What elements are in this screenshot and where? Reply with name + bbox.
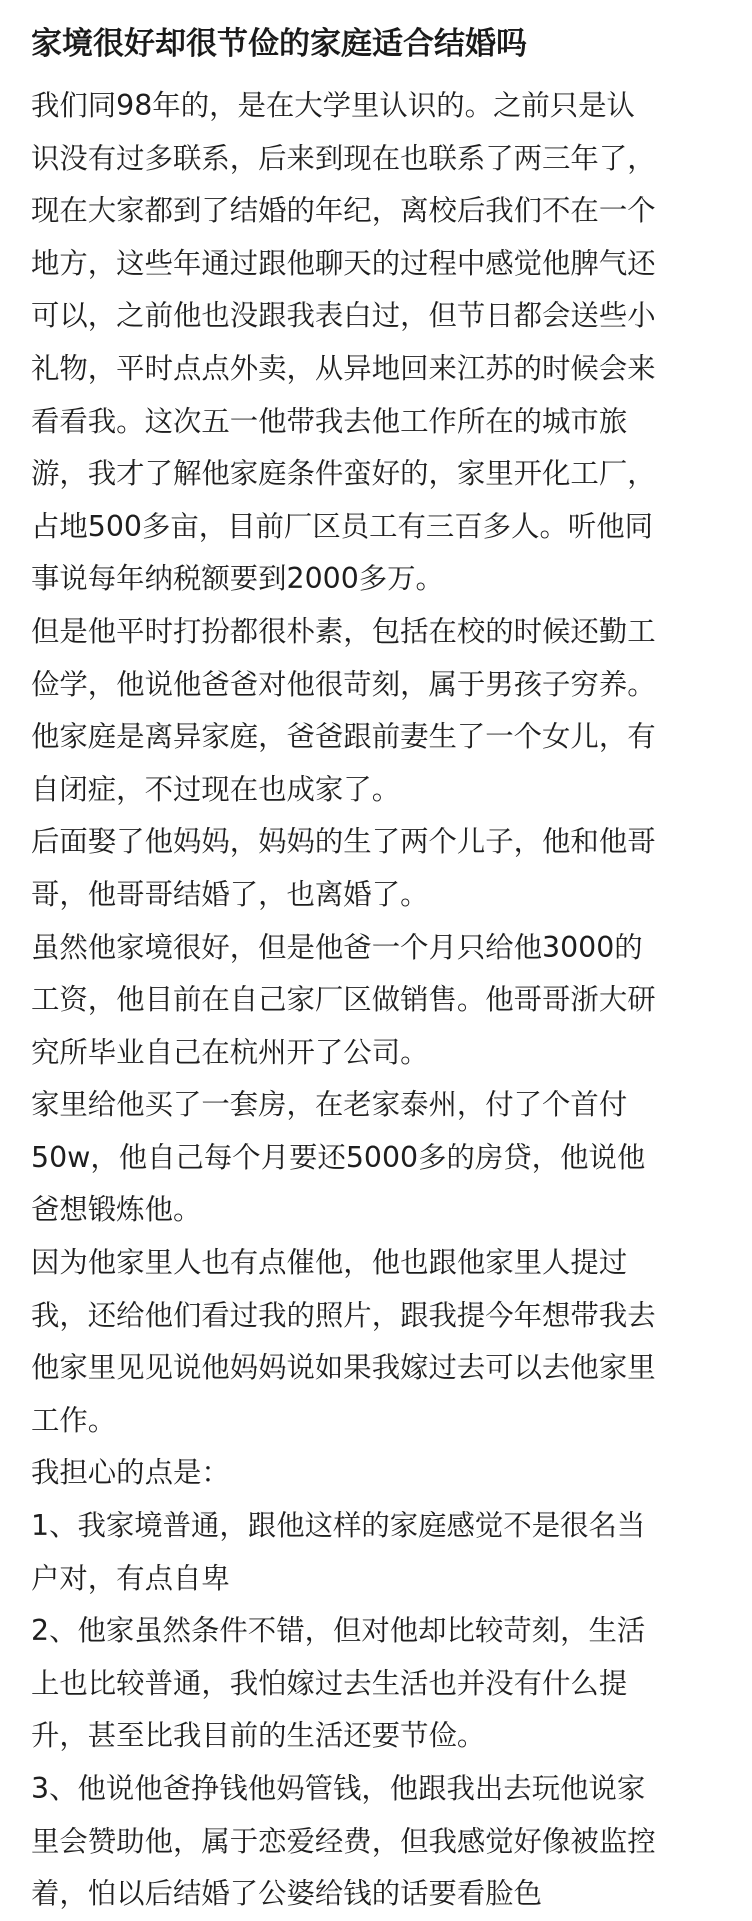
post-paragraph-10: 2、他家虽然条件不错，但对他却比较苛刻，生活 上也比较普通，我怕嫁过去生活也并没有什么提 升，甚至比我目前的生活还要节俭。 [31, 1614, 646, 1753]
post-title: 家境很好却很节俭的家庭适合结婚吗 [31, 26, 527, 62]
post-paragraph-8: 我担心的点是： [31, 1456, 230, 1490]
post-container [31, 14, 731, 1921]
watermark [614, 1791, 734, 1813]
post-paragraph-3: 他家庭是离异家庭，爸爸跟前妻生了一个女儿，有 自闭症，不过现在也成家了。 [31, 720, 656, 806]
post-paragraph-2: 但是他平时打扮都很朴素，包括在校的时候还勤工 俭学，他说他爸爸对他很苛刻，属于男孩子穷养。 [31, 614, 656, 701]
post-paragraph-11: 3、他说他爸挣钱他妈管钱，他跟我出去玩他说家 里会赞助他，属于恋爱经费，但我感觉好像被监控 着，怕以后结婚了公婆给钱的话要看脸色 [31, 1772, 656, 1911]
post-paragraph-5: 虽然他家境很好，但是他爸一个月只给他3000的 工资，他目前在自己家厂区做销售。他哥哥浙大研 究所毕业自己在杭州开了公司。 [31, 930, 656, 1069]
post-paragraph-4: 后面娶了他妈妈，妈妈的生了两个儿子，他和他哥 哥，他哥哥结婚了，也离婚了。 [31, 825, 656, 911]
post-paragraph-6: 家里给他买了一套房，在老家泰州，付了个首付 50w，他自己每个月要还5000多的房贷，他说他 爸想锻炼他。 [31, 1088, 646, 1227]
post-paragraph-7: 因为他家里人也有点催他，他也跟他家里人提过 我，还给他们看过我的照片，跟我提今年想带我去 他家里见见说他妈妈说如果我嫁过去可以去他家里 工作。 [31, 1246, 656, 1437]
post-paragraph-1: 我们同98年的，是在大学里认识的。之前只是认 识没有过多联系，后来到现在也联系了两三年了， 现在大家都到了结婚的年纪，离校后我们不在一个 地方，这些年通过跟他聊天的过程中感觉他脾气还 可以，之前他也没跟我表白过，但节日都会送些小 礼物，平时点点外卖，从异地回来江苏的时候会来 看看我。这次五一他带我去他工作所在的城市旅 游，我才了解他家庭条件蛮好的，家里开化工厂， 占地500多亩，目前厂区员工有三百多人。听他同 事说每年纳税额要到2000多万。 [31, 89, 656, 596]
post-paragraph-9: 1、我家境普通，跟他这样的家庭感觉不是很名当 户对，有点自卑 [31, 1509, 646, 1595]
post-body [31, 80, 731, 1921]
